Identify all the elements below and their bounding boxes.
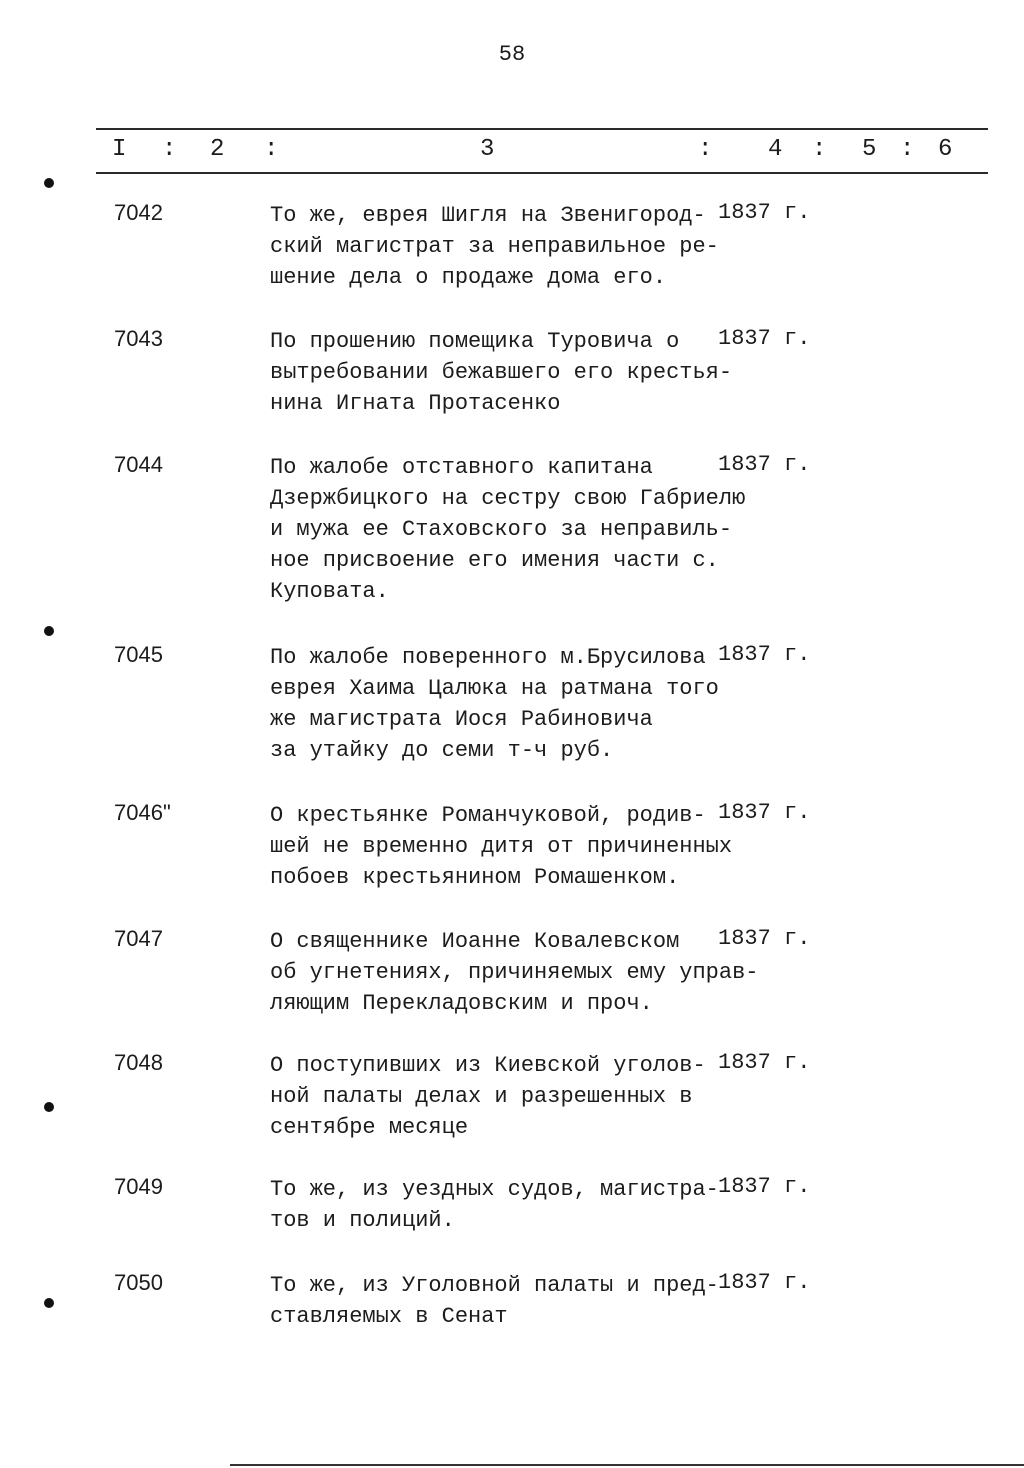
entry-number: 7046": [114, 800, 171, 825]
entry-description-line: ставляемых в Сенат: [270, 1304, 508, 1329]
entry-description-line: тов и полиций.: [270, 1208, 455, 1233]
entry-year: 1837 г.: [718, 1050, 811, 1075]
entry-description-line: Дзержбицкого на сестру свою Габриелю: [270, 486, 746, 511]
page-number: 58: [498, 42, 526, 67]
binding-hole-mark: [44, 178, 54, 188]
entry-number: 7045: [114, 642, 163, 667]
entry-description-line: и мужа ее Стаховского за неправиль-: [270, 517, 733, 542]
entry-description-line: сентябре месяце: [270, 1115, 469, 1140]
entry-year: 1837 г.: [718, 926, 811, 951]
entry-number: 7047: [114, 926, 163, 951]
entry-description-line: ляющим Перекладовским и проч.: [270, 991, 653, 1016]
entry-number: 7044: [114, 452, 163, 477]
table-header: [0, 136, 1024, 166]
entry-number: 7043: [114, 326, 163, 351]
entry-year: 1837 г.: [718, 1174, 811, 1199]
entry-number: 7049: [114, 1174, 163, 1199]
entry-description: [270, 926, 759, 1019]
entry-description-line: об угнетениях, причиняемых ему управ-: [270, 960, 759, 985]
column-header-1: I: [112, 136, 127, 163]
entry-description-line: О поступивших из Киевской уголов-: [270, 1053, 706, 1078]
entry-description-line: ский магистрат за неправильное ре-: [270, 234, 719, 259]
column-header-3: 3: [480, 136, 495, 163]
entry-description-line: По жалобе отставного капитана: [270, 455, 653, 480]
entry-description-line: еврея Хаима Цалюка на ратмана того: [270, 676, 719, 701]
column-separator: :: [264, 136, 279, 163]
column-header-2: 2: [210, 136, 225, 163]
entry-number: 7050: [114, 1270, 163, 1295]
column-separator: :: [900, 136, 915, 163]
entry-description-line: побоев крестьянином Ромашенком.: [270, 865, 680, 890]
entry-description-line: О священнике Иоанне Ковалевском: [270, 929, 680, 954]
binding-hole-mark: [44, 626, 54, 636]
bottom-edge-line: [230, 1464, 1024, 1466]
entry-description: [270, 326, 733, 419]
entry-year: 1837 г.: [718, 452, 811, 477]
binding-hole-mark: [44, 1102, 54, 1112]
entry-description: [270, 642, 720, 766]
entry-description: [270, 200, 720, 293]
entry-description-line: Куповата.: [270, 579, 389, 604]
entry-description-line: же магистрата Иося Рабиновича: [270, 707, 653, 732]
entry-description-line: По прошению помещика Туровича о: [270, 329, 680, 354]
column-separator: :: [812, 136, 827, 163]
column-separator: :: [162, 136, 177, 163]
entry-year: 1837 г.: [718, 1270, 811, 1295]
entry-year: 1837 г.: [718, 800, 811, 825]
entry-description-line: ной палаты делах и разрешенных в: [270, 1084, 693, 1109]
entry-number: 7048: [114, 1050, 163, 1075]
column-separator: :: [698, 136, 713, 163]
table-header-bottom-rule: [96, 172, 988, 174]
entry-description-line: ное присвоение его имения части с.: [270, 548, 719, 573]
column-header-4: 4: [768, 136, 783, 163]
entry-description: [270, 1174, 720, 1236]
entry-description: [270, 1270, 720, 1332]
entry-description-line: О крестьянке Романчуковой, родив-: [270, 803, 706, 828]
entry-description-line: шей не временно дитя от причиненных: [270, 834, 733, 859]
entry-description-line: То же, из уездных судов, магистра-: [270, 1177, 719, 1202]
entry-year: 1837 г.: [718, 200, 811, 225]
entry-description-line: То же, из Уголовной палаты и пред-: [270, 1273, 719, 1298]
entry-year: 1837 г.: [718, 326, 811, 351]
binding-hole-mark: [44, 1298, 54, 1308]
entry-description-line: шение дела о продаже дома его.: [270, 265, 667, 290]
column-header-6: 6: [938, 136, 953, 163]
entry-number: 7042: [114, 200, 163, 225]
entry-year: 1837 г.: [718, 642, 811, 667]
entry-description-line: нина Игната Протасенко: [270, 391, 561, 416]
entry-description: [270, 800, 733, 893]
entry-description-line: По жалобе поверенного м.Брусилова: [270, 645, 706, 670]
entry-description: [270, 452, 746, 607]
table-header-top-rule: [96, 128, 988, 130]
column-header-5: 5: [862, 136, 877, 163]
entry-description: [270, 1050, 720, 1143]
entry-description-line: за утайку до семи т-ч руб.: [270, 738, 614, 763]
entry-description-line: То же, еврея Шигля на Звенигород-: [270, 203, 706, 228]
entry-description-line: вытребовании бежавшего его крестья-: [270, 360, 733, 385]
